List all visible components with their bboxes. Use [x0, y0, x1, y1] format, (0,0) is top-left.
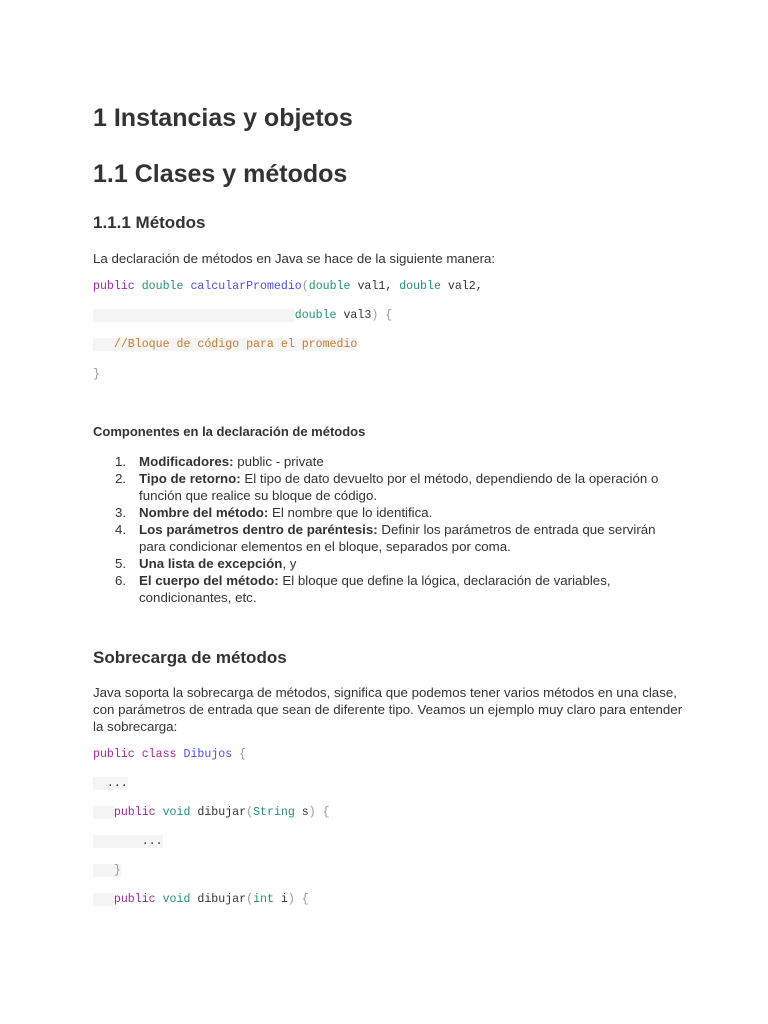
intro-paragraph: La declaración de métodos en Java se hace de la siguiente manera: — [93, 251, 496, 266]
code-type: double — [399, 280, 441, 293]
code-type: double — [308, 280, 351, 293]
code-param: val1, — [350, 280, 400, 293]
list-item-label: Una lista de excepción — [139, 556, 283, 571]
code2-line-4 — [93, 834, 163, 850]
code-method-name: dibujar — [190, 893, 247, 906]
code-brace: } — [93, 368, 100, 381]
code-type: double — [294, 309, 337, 322]
list-item-label: Nombre del método: — [139, 505, 269, 520]
code-param: val2, — [440, 280, 483, 293]
list-item-text: Definir los parámetros de entrada que servirán para condicionar elementos en el bloque, separados por coma. — [139, 522, 656, 554]
list-item — [93, 555, 683, 572]
code-indent — [93, 338, 114, 351]
code2-line-2 — [93, 776, 128, 792]
code2-line-5 — [93, 863, 121, 879]
code-keyword: public — [93, 748, 135, 761]
code-type: int — [253, 893, 274, 906]
list-item — [93, 470, 683, 504]
code-keyword: class — [141, 748, 177, 761]
list-item-text: , y — [282, 556, 297, 571]
code-keyword: public — [113, 806, 156, 819]
code-punct: ( — [246, 806, 254, 819]
code-param: i — [273, 893, 288, 906]
list-number: 2. — [115, 471, 127, 486]
heading-instancias: 1 Instancias y objetos — [93, 104, 353, 132]
code2-line-3 — [93, 805, 330, 821]
code-method-name: dibujar — [190, 806, 247, 819]
code-punct: ( — [246, 893, 254, 906]
list-item — [93, 521, 683, 555]
code-indent — [93, 309, 295, 322]
list-item-text: El tipo de dato devuelto por el método, dependiendo de la operación o función que realice su bloque de código. — [139, 471, 659, 503]
code-brace: } — [93, 864, 121, 877]
list-number: 3. — [115, 505, 127, 520]
list-item — [93, 504, 683, 521]
code2-line-6 — [93, 892, 309, 908]
overload-paragraph: Java soporta la sobrecarga de métodos, significa que podemos tener varios métodos en una clase, con parámetros de entrada que sean de diferente tipo. Veamos un ejemplo muy claro para entender la sobrecarga: — [93, 685, 683, 734]
code-punct: ) { — [371, 309, 393, 322]
code-param: val3 — [336, 309, 372, 322]
list-item-text: public - private — [233, 454, 324, 469]
code-indent — [93, 893, 114, 906]
components-list — [93, 453, 683, 606]
heading-componentes: Componentes en la declaración de métodos — [93, 424, 366, 439]
list-item-text: El nombre que lo identifica. — [268, 505, 433, 520]
list-number: 1. — [115, 454, 127, 469]
code-class-name: Dibujos — [183, 748, 233, 761]
code-type: void — [162, 893, 191, 906]
list-number: 6. — [115, 573, 127, 588]
list-number: 4. — [115, 522, 127, 537]
code-indent — [93, 806, 114, 819]
code-keyword: public — [93, 280, 135, 293]
code-brace: { — [232, 748, 247, 761]
code-punct: ( — [301, 280, 309, 293]
code-line-2 — [93, 308, 392, 324]
code-param: s — [294, 806, 309, 819]
code-type: void — [162, 806, 191, 819]
code-punct: ) { — [287, 893, 309, 906]
list-number: 5. — [115, 556, 127, 571]
code-type: double — [141, 280, 184, 293]
list-item-label: Tipo de retorno: — [139, 471, 241, 486]
code-line-1 — [93, 279, 483, 295]
code2-line-1 — [93, 747, 246, 763]
code-type: String — [253, 806, 295, 819]
list-item-label: Los parámetros dentro de paréntesis: — [139, 522, 378, 537]
list-item-label: Modificadores: — [139, 454, 234, 469]
code-method-name: calcularPromedio — [190, 280, 302, 293]
list-item-text: El bloque que define la lógica, declaración de variables, condicionantes, etc. — [139, 573, 611, 605]
code-keyword: public — [113, 893, 156, 906]
list-item-label: El cuerpo del método: — [139, 573, 279, 588]
heading-metodos: 1.1.1 Métodos — [93, 213, 206, 232]
code-line-4 — [93, 367, 100, 383]
heading-clases-metodos: 1.1 Clases y métodos — [93, 160, 348, 188]
code-comment: //Bloque de código para el promedio — [113, 338, 358, 351]
code-punct: ) { — [308, 806, 330, 819]
heading-sobrecarga: Sobrecarga de métodos — [93, 648, 287, 667]
list-item — [93, 453, 683, 470]
code-ellipsis: ... — [93, 777, 128, 790]
code-line-3 — [93, 337, 357, 353]
code-ellipsis: ... — [93, 835, 163, 848]
list-item — [93, 572, 683, 606]
